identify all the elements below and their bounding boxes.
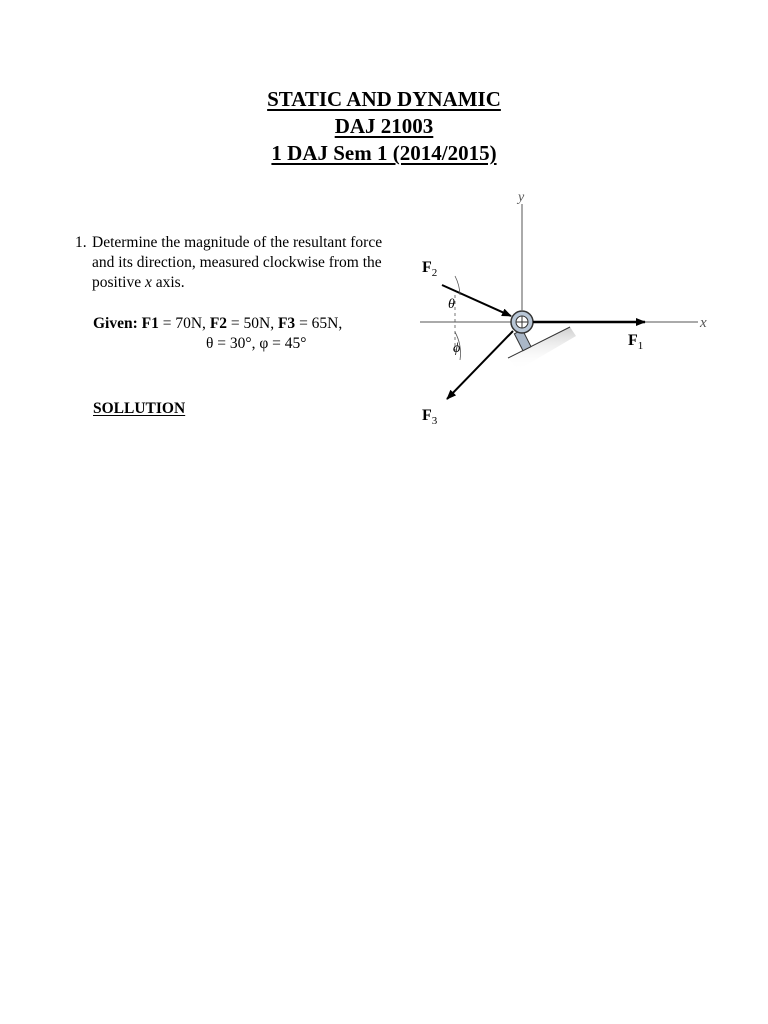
question-1: [75, 233, 405, 293]
given-line-2: θ = 30°, φ = 45°: [206, 335, 307, 352]
theta-label: θ: [448, 297, 455, 312]
semester-label: 1 DAJ Sem 1 (2014/2015): [271, 141, 497, 165]
f2-label: $F_2$: [422, 259, 438, 279]
force-diagram: [400, 180, 730, 440]
document-header: [0, 86, 768, 167]
solution-heading: SOLLUTION: [93, 400, 186, 417]
question-text: Determine the magnitude of the resultant force and its direction, measured clockwise from the positive x axis.: [92, 234, 383, 291]
course-code: DAJ 21003: [334, 114, 434, 138]
f3-label: $F_3$: [422, 407, 438, 427]
y-axis-label: y: [518, 190, 525, 205]
phi-label: ϕ: [453, 341, 461, 356]
x-variable: x: [144, 274, 152, 291]
given-line-1: Given: F1 = 70N, F2 = 50N, F3 = 65N,: [93, 315, 343, 332]
f1-label: $F_1$: [628, 332, 644, 352]
x-axis-label: x: [700, 315, 707, 331]
course-title: STATIC AND DYNAMIC: [267, 87, 501, 111]
given-values: [93, 314, 342, 354]
question-number: 1.: [75, 234, 87, 251]
